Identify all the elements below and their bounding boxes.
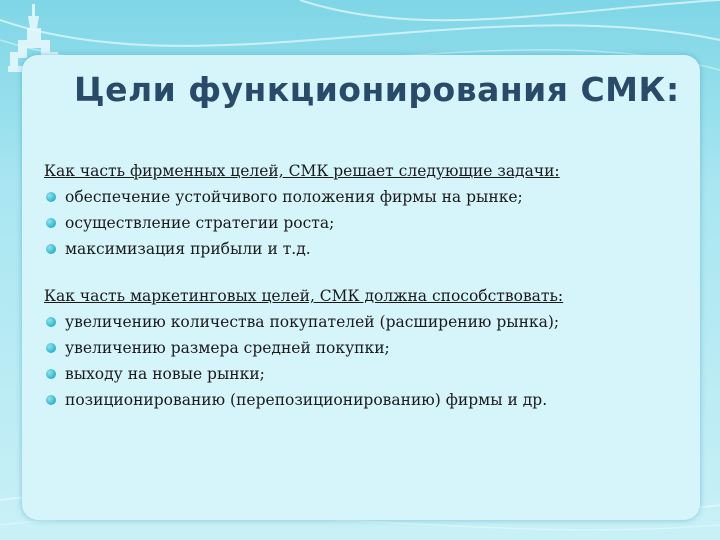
bullet-list [44, 184, 694, 262]
section-intro: Как часть маркетинговых целей, СМК должна способствовать: [44, 287, 564, 305]
bullet-icon [46, 317, 56, 327]
section-intro: Как часть фирменных целей, СМК решает следующие задачи: [44, 162, 560, 180]
list-item-text: обеспечение устойчивого положения фирмы на рынке; [65, 188, 523, 206]
list-item-text: увеличению количества покупателей (расширению рынка); [65, 313, 560, 331]
section-company-goals [44, 158, 694, 262]
bullet-icon [46, 369, 56, 379]
list-item [44, 184, 694, 210]
bullet-icon [46, 343, 56, 353]
list-item [44, 335, 694, 361]
list-item-text: осуществление стратегии роста; [65, 214, 335, 232]
section-marketing-goals [44, 283, 694, 413]
list-item [44, 236, 694, 262]
slide-content [44, 158, 694, 434]
bullet-icon [46, 395, 56, 405]
bullet-icon [46, 218, 56, 228]
bullet-icon [46, 192, 56, 202]
list-item [44, 361, 694, 387]
list-item-text: увеличению размера средней покупки; [65, 339, 390, 357]
list-item-text: максимизация прибыли и т.д. [65, 240, 311, 258]
list-item [44, 210, 694, 236]
list-item-text: выходу на новые рынки; [65, 365, 265, 383]
list-item-text: позиционированию (перепозиционированию) фирмы и др. [65, 391, 548, 409]
list-item [44, 387, 694, 413]
slide-title: Цели функционирования СМК: [74, 70, 680, 109]
bullet-list [44, 309, 694, 413]
bullet-icon [46, 244, 56, 254]
list-item [44, 309, 694, 335]
